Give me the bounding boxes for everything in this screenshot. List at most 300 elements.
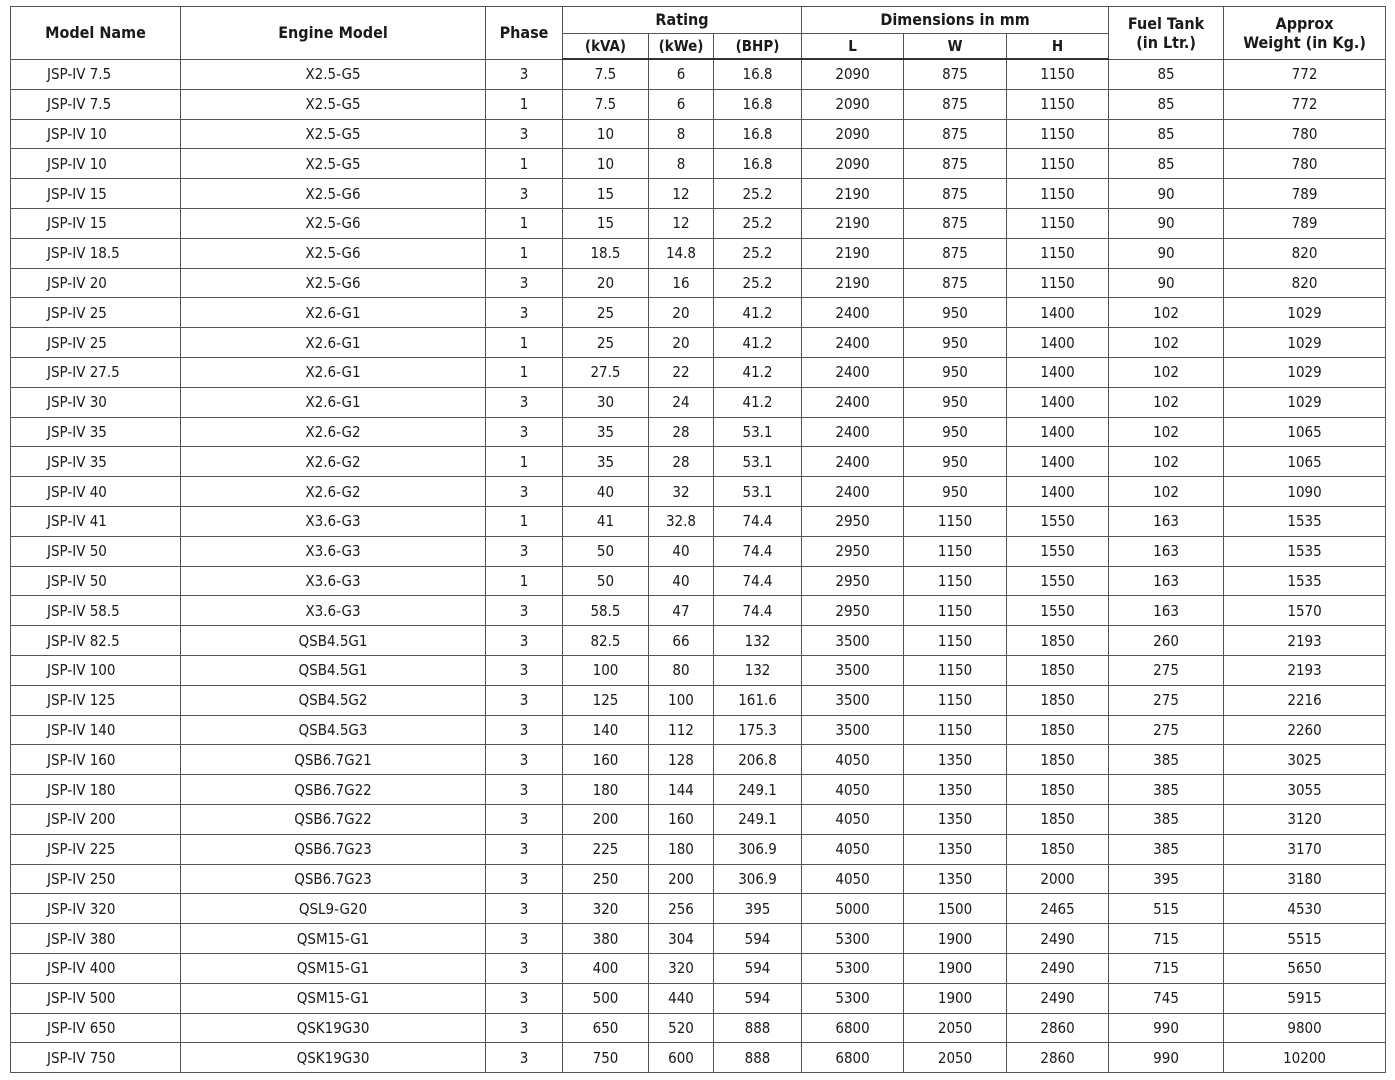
length-cell: 2090 — [802, 59, 904, 89]
width-cell: 1150 — [904, 655, 1007, 685]
table-row — [11, 506, 1386, 536]
height-cell: 1400 — [1007, 328, 1109, 358]
header-fuel-tank-line1: Fuel Tank — [1127, 13, 1205, 33]
width-cell: 950 — [904, 357, 1007, 387]
model-name-cell: JSP-IV 25 — [11, 328, 181, 358]
engine-model-cell: QSB4.5G3 — [181, 715, 486, 745]
engine-model-cell: X2.5-G6 — [181, 268, 486, 298]
bhp-cell: 16.8 — [714, 89, 802, 119]
length-cell: 2950 — [802, 596, 904, 626]
bhp-cell: 41.2 — [714, 357, 802, 387]
phase-cell: 3 — [486, 953, 563, 983]
width-cell: 1150 — [904, 506, 1007, 536]
fuel-tank-cell: 385 — [1109, 834, 1224, 864]
length-cell: 6800 — [802, 1013, 904, 1043]
model-name-cell: JSP-IV 18.5 — [11, 238, 181, 268]
model-name-cell: JSP-IV 20 — [11, 268, 181, 298]
kva-cell: 15 — [563, 179, 649, 209]
length-cell: 2950 — [802, 536, 904, 566]
header-approx-weight — [1224, 7, 1386, 60]
engine-model-cell: X2.5-G5 — [181, 119, 486, 149]
model-name-cell: JSP-IV 27.5 — [11, 357, 181, 387]
table-row — [11, 238, 1386, 268]
fuel-tank-cell: 90 — [1109, 179, 1224, 209]
width-cell: 1150 — [904, 536, 1007, 566]
phase-cell: 3 — [486, 387, 563, 417]
header-bhp: (BHP) — [714, 34, 802, 60]
model-name-cell: JSP-IV 140 — [11, 715, 181, 745]
height-cell: 1850 — [1007, 775, 1109, 805]
width-cell: 875 — [904, 149, 1007, 179]
kwe-cell: 160 — [649, 804, 714, 834]
fuel-tank-cell: 163 — [1109, 566, 1224, 596]
weight-cell: 2193 — [1224, 626, 1386, 656]
phase-cell: 1 — [486, 328, 563, 358]
engine-model-cell: QSM15-G1 — [181, 953, 486, 983]
height-cell: 1550 — [1007, 506, 1109, 536]
table-row — [11, 804, 1386, 834]
length-cell: 2400 — [802, 447, 904, 477]
weight-cell: 789 — [1224, 208, 1386, 238]
kwe-cell: 180 — [649, 834, 714, 864]
kwe-cell: 12 — [649, 179, 714, 209]
model-name-cell: JSP-IV 320 — [11, 894, 181, 924]
engine-model-cell: QSB4.5G1 — [181, 655, 486, 685]
table-body — [11, 59, 1386, 1073]
model-name-cell: JSP-IV 380 — [11, 924, 181, 954]
engine-model-cell: X2.5-G6 — [181, 208, 486, 238]
weight-cell: 820 — [1224, 238, 1386, 268]
table-row — [11, 536, 1386, 566]
length-cell: 2190 — [802, 238, 904, 268]
kwe-cell: 200 — [649, 864, 714, 894]
weight-cell: 5515 — [1224, 924, 1386, 954]
genset-spec-table — [10, 6, 1386, 1073]
height-cell: 1400 — [1007, 417, 1109, 447]
fuel-tank-cell: 745 — [1109, 983, 1224, 1013]
length-cell: 5000 — [802, 894, 904, 924]
height-cell: 1850 — [1007, 685, 1109, 715]
kva-cell: 500 — [563, 983, 649, 1013]
kva-cell: 200 — [563, 804, 649, 834]
fuel-tank-cell: 85 — [1109, 59, 1224, 89]
phase-cell: 1 — [486, 149, 563, 179]
table-row — [11, 179, 1386, 209]
length-cell: 4050 — [802, 775, 904, 805]
width-cell: 950 — [904, 477, 1007, 507]
length-cell: 3500 — [802, 715, 904, 745]
model-name-cell: JSP-IV 15 — [11, 208, 181, 238]
fuel-tank-cell: 85 — [1109, 119, 1224, 149]
kwe-cell: 28 — [649, 447, 714, 477]
weight-cell: 1029 — [1224, 298, 1386, 328]
model-name-cell: JSP-IV 750 — [11, 1043, 181, 1073]
phase-cell: 3 — [486, 626, 563, 656]
weight-cell: 9800 — [1224, 1013, 1386, 1043]
phase-cell: 3 — [486, 983, 563, 1013]
model-name-cell: JSP-IV 225 — [11, 834, 181, 864]
kwe-cell: 520 — [649, 1013, 714, 1043]
bhp-cell: 594 — [714, 924, 802, 954]
weight-cell: 789 — [1224, 179, 1386, 209]
header-kwe: (kWe) — [649, 34, 714, 60]
engine-model-cell: X2.5-G5 — [181, 149, 486, 179]
kva-cell: 320 — [563, 894, 649, 924]
kva-cell: 100 — [563, 655, 649, 685]
weight-cell: 1029 — [1224, 328, 1386, 358]
kva-cell: 750 — [563, 1043, 649, 1073]
table-row — [11, 983, 1386, 1013]
length-cell: 2400 — [802, 357, 904, 387]
kva-cell: 650 — [563, 1013, 649, 1043]
engine-model-cell: X2.5-G5 — [181, 59, 486, 89]
kva-cell: 125 — [563, 685, 649, 715]
length-cell: 4050 — [802, 834, 904, 864]
table-row — [11, 864, 1386, 894]
height-cell: 1850 — [1007, 834, 1109, 864]
kwe-cell: 304 — [649, 924, 714, 954]
fuel-tank-cell: 85 — [1109, 89, 1224, 119]
height-cell: 1850 — [1007, 804, 1109, 834]
fuel-tank-cell: 102 — [1109, 387, 1224, 417]
fuel-tank-cell: 102 — [1109, 417, 1224, 447]
engine-model-cell: X2.6-G1 — [181, 298, 486, 328]
fuel-tank-cell: 715 — [1109, 924, 1224, 954]
width-cell: 1900 — [904, 983, 1007, 1013]
fuel-tank-cell: 260 — [1109, 626, 1224, 656]
bhp-cell: 395 — [714, 894, 802, 924]
engine-model-cell: QSK19G30 — [181, 1013, 486, 1043]
table-row — [11, 924, 1386, 954]
engine-model-cell: X2.6-G1 — [181, 328, 486, 358]
header-model-name: Model Name — [11, 7, 181, 60]
kva-cell: 180 — [563, 775, 649, 805]
table-row — [11, 447, 1386, 477]
kva-cell: 50 — [563, 536, 649, 566]
kwe-cell: 440 — [649, 983, 714, 1013]
phase-cell: 3 — [486, 685, 563, 715]
width-cell: 1150 — [904, 626, 1007, 656]
engine-model-cell: QSB6.7G23 — [181, 834, 486, 864]
length-cell: 5300 — [802, 924, 904, 954]
header-engine-model: Engine Model — [181, 7, 486, 60]
phase-cell: 1 — [486, 238, 563, 268]
bhp-cell: 41.2 — [714, 328, 802, 358]
kwe-cell: 20 — [649, 328, 714, 358]
table-row — [11, 626, 1386, 656]
kva-cell: 50 — [563, 566, 649, 596]
kwe-cell: 66 — [649, 626, 714, 656]
bhp-cell: 53.1 — [714, 477, 802, 507]
engine-model-cell: X2.6-G2 — [181, 447, 486, 477]
bhp-cell: 25.2 — [714, 268, 802, 298]
fuel-tank-cell: 102 — [1109, 447, 1224, 477]
model-name-cell: JSP-IV 41 — [11, 506, 181, 536]
table-row — [11, 655, 1386, 685]
fuel-tank-cell: 385 — [1109, 775, 1224, 805]
width-cell: 1150 — [904, 715, 1007, 745]
width-cell: 1350 — [904, 804, 1007, 834]
kva-cell: 10 — [563, 119, 649, 149]
length-cell: 2400 — [802, 477, 904, 507]
engine-model-cell: QSM15-G1 — [181, 924, 486, 954]
length-cell: 5300 — [802, 953, 904, 983]
weight-cell: 5915 — [1224, 983, 1386, 1013]
kva-cell: 27.5 — [563, 357, 649, 387]
width-cell: 875 — [904, 179, 1007, 209]
length-cell: 2190 — [802, 179, 904, 209]
header-height: H — [1007, 34, 1109, 60]
spec-table-container — [10, 6, 1385, 1073]
weight-cell: 1090 — [1224, 477, 1386, 507]
engine-model-cell: QSK19G30 — [181, 1043, 486, 1073]
engine-model-cell: X2.5-G6 — [181, 238, 486, 268]
bhp-cell: 41.2 — [714, 387, 802, 417]
bhp-cell: 16.8 — [714, 59, 802, 89]
phase-cell: 1 — [486, 357, 563, 387]
length-cell: 3500 — [802, 655, 904, 685]
width-cell: 1350 — [904, 834, 1007, 864]
kwe-cell: 32 — [649, 477, 714, 507]
kva-cell: 20 — [563, 268, 649, 298]
fuel-tank-cell: 90 — [1109, 238, 1224, 268]
width-cell: 875 — [904, 89, 1007, 119]
model-name-cell: JSP-IV 10 — [11, 149, 181, 179]
bhp-cell: 74.4 — [714, 506, 802, 536]
model-name-cell: JSP-IV 35 — [11, 447, 181, 477]
width-cell: 2050 — [904, 1043, 1007, 1073]
weight-cell: 2260 — [1224, 715, 1386, 745]
height-cell: 1550 — [1007, 596, 1109, 626]
phase-cell: 3 — [486, 477, 563, 507]
kva-cell: 15 — [563, 208, 649, 238]
model-name-cell: JSP-IV 35 — [11, 417, 181, 447]
width-cell: 950 — [904, 298, 1007, 328]
engine-model-cell: X2.5-G5 — [181, 89, 486, 119]
length-cell: 4050 — [802, 864, 904, 894]
phase-cell: 3 — [486, 179, 563, 209]
width-cell: 950 — [904, 447, 1007, 477]
bhp-cell: 132 — [714, 626, 802, 656]
table-row — [11, 328, 1386, 358]
engine-model-cell: QSB4.5G2 — [181, 685, 486, 715]
bhp-cell: 306.9 — [714, 864, 802, 894]
length-cell: 2400 — [802, 328, 904, 358]
kwe-cell: 128 — [649, 745, 714, 775]
weight-cell: 1065 — [1224, 417, 1386, 447]
phase-cell: 1 — [486, 566, 563, 596]
weight-cell: 772 — [1224, 89, 1386, 119]
weight-cell: 820 — [1224, 268, 1386, 298]
bhp-cell: 53.1 — [714, 447, 802, 477]
height-cell: 1400 — [1007, 357, 1109, 387]
weight-cell: 5650 — [1224, 953, 1386, 983]
engine-model-cell: X2.5-G6 — [181, 179, 486, 209]
kwe-cell: 144 — [649, 775, 714, 805]
engine-model-cell: X3.6-G3 — [181, 596, 486, 626]
kwe-cell: 8 — [649, 119, 714, 149]
table-row — [11, 268, 1386, 298]
height-cell: 1550 — [1007, 566, 1109, 596]
engine-model-cell: X3.6-G3 — [181, 566, 486, 596]
phase-cell: 3 — [486, 536, 563, 566]
kva-cell: 160 — [563, 745, 649, 775]
width-cell: 1900 — [904, 953, 1007, 983]
height-cell: 1850 — [1007, 745, 1109, 775]
table-row — [11, 1013, 1386, 1043]
phase-cell: 1 — [486, 89, 563, 119]
header-phase: Phase — [486, 7, 563, 60]
fuel-tank-cell: 715 — [1109, 953, 1224, 983]
table-row — [11, 566, 1386, 596]
bhp-cell: 16.8 — [714, 149, 802, 179]
model-name-cell: JSP-IV 10 — [11, 119, 181, 149]
kwe-cell: 12 — [649, 208, 714, 238]
model-name-cell: JSP-IV 7.5 — [11, 59, 181, 89]
length-cell: 2090 — [802, 149, 904, 179]
phase-cell: 3 — [486, 715, 563, 745]
height-cell: 1150 — [1007, 179, 1109, 209]
fuel-tank-cell: 515 — [1109, 894, 1224, 924]
kwe-cell: 40 — [649, 566, 714, 596]
kwe-cell: 600 — [649, 1043, 714, 1073]
length-cell: 6800 — [802, 1043, 904, 1073]
bhp-cell: 594 — [714, 953, 802, 983]
kwe-cell: 256 — [649, 894, 714, 924]
model-name-cell: JSP-IV 160 — [11, 745, 181, 775]
fuel-tank-cell: 275 — [1109, 715, 1224, 745]
height-cell: 1850 — [1007, 715, 1109, 745]
model-name-cell: JSP-IV 25 — [11, 298, 181, 328]
kva-cell: 35 — [563, 417, 649, 447]
table-row — [11, 477, 1386, 507]
height-cell: 2490 — [1007, 924, 1109, 954]
weight-cell: 4530 — [1224, 894, 1386, 924]
weight-cell: 2193 — [1224, 655, 1386, 685]
length-cell: 2090 — [802, 89, 904, 119]
width-cell: 875 — [904, 119, 1007, 149]
weight-cell: 10200 — [1224, 1043, 1386, 1073]
bhp-cell: 25.2 — [714, 208, 802, 238]
phase-cell: 3 — [486, 775, 563, 805]
model-name-cell: JSP-IV 82.5 — [11, 626, 181, 656]
kva-cell: 18.5 — [563, 238, 649, 268]
engine-model-cell: X3.6-G3 — [181, 536, 486, 566]
width-cell: 1350 — [904, 775, 1007, 805]
model-name-cell: JSP-IV 100 — [11, 655, 181, 685]
bhp-cell: 41.2 — [714, 298, 802, 328]
header-length: L — [802, 34, 904, 60]
width-cell: 875 — [904, 59, 1007, 89]
weight-cell: 780 — [1224, 119, 1386, 149]
engine-model-cell: QSB6.7G23 — [181, 864, 486, 894]
phase-cell: 1 — [486, 208, 563, 238]
height-cell: 1150 — [1007, 208, 1109, 238]
kva-cell: 30 — [563, 387, 649, 417]
header-width: W — [904, 34, 1007, 60]
length-cell: 2950 — [802, 566, 904, 596]
width-cell: 875 — [904, 238, 1007, 268]
model-name-cell: JSP-IV 250 — [11, 864, 181, 894]
kwe-cell: 40 — [649, 536, 714, 566]
weight-cell: 780 — [1224, 149, 1386, 179]
weight-cell: 772 — [1224, 59, 1386, 89]
phase-cell: 3 — [486, 745, 563, 775]
kva-cell: 10 — [563, 149, 649, 179]
header-fuel-tank-line2: (in Ltr.) — [1136, 32, 1196, 52]
height-cell: 1850 — [1007, 655, 1109, 685]
model-name-cell: JSP-IV 7.5 — [11, 89, 181, 119]
height-cell: 2860 — [1007, 1013, 1109, 1043]
bhp-cell: 594 — [714, 983, 802, 1013]
bhp-cell: 175.3 — [714, 715, 802, 745]
kwe-cell: 100 — [649, 685, 714, 715]
weight-cell: 1535 — [1224, 536, 1386, 566]
fuel-tank-cell: 163 — [1109, 506, 1224, 536]
model-name-cell: JSP-IV 650 — [11, 1013, 181, 1043]
fuel-tank-cell: 90 — [1109, 268, 1224, 298]
kwe-cell: 28 — [649, 417, 714, 447]
bhp-cell: 249.1 — [714, 775, 802, 805]
kva-cell: 250 — [563, 864, 649, 894]
weight-cell: 3180 — [1224, 864, 1386, 894]
width-cell: 1350 — [904, 864, 1007, 894]
length-cell: 2400 — [802, 417, 904, 447]
kwe-cell: 14.8 — [649, 238, 714, 268]
phase-cell: 1 — [486, 447, 563, 477]
height-cell: 1150 — [1007, 119, 1109, 149]
bhp-cell: 249.1 — [714, 804, 802, 834]
table-row — [11, 596, 1386, 626]
table-row — [11, 715, 1386, 745]
weight-cell: 3170 — [1224, 834, 1386, 864]
phase-cell: 3 — [486, 417, 563, 447]
kwe-cell: 6 — [649, 89, 714, 119]
header-weight-line2: Weight (in Kg.) — [1243, 32, 1366, 52]
length-cell: 2090 — [802, 119, 904, 149]
model-name-cell: JSP-IV 500 — [11, 983, 181, 1013]
fuel-tank-cell: 395 — [1109, 864, 1224, 894]
fuel-tank-cell: 102 — [1109, 298, 1224, 328]
height-cell: 1400 — [1007, 387, 1109, 417]
kva-cell: 7.5 — [563, 59, 649, 89]
phase-cell: 3 — [486, 1043, 563, 1073]
width-cell: 1150 — [904, 566, 1007, 596]
fuel-tank-cell: 90 — [1109, 208, 1224, 238]
table-row — [11, 208, 1386, 238]
width-cell: 1350 — [904, 745, 1007, 775]
kva-cell: 400 — [563, 953, 649, 983]
model-name-cell: JSP-IV 15 — [11, 179, 181, 209]
height-cell: 2860 — [1007, 1043, 1109, 1073]
model-name-cell: JSP-IV 40 — [11, 477, 181, 507]
width-cell: 950 — [904, 328, 1007, 358]
engine-model-cell: QSB6.7G22 — [181, 804, 486, 834]
length-cell: 2400 — [802, 298, 904, 328]
engine-model-cell: X2.6-G1 — [181, 387, 486, 417]
kwe-cell: 24 — [649, 387, 714, 417]
bhp-cell: 53.1 — [714, 417, 802, 447]
length-cell: 2400 — [802, 387, 904, 417]
fuel-tank-cell: 385 — [1109, 745, 1224, 775]
height-cell: 1150 — [1007, 268, 1109, 298]
model-name-cell: JSP-IV 400 — [11, 953, 181, 983]
engine-model-cell: QSL9-G20 — [181, 894, 486, 924]
table-row — [11, 387, 1386, 417]
kva-cell: 380 — [563, 924, 649, 954]
engine-model-cell: X2.6-G1 — [181, 357, 486, 387]
kva-cell: 140 — [563, 715, 649, 745]
